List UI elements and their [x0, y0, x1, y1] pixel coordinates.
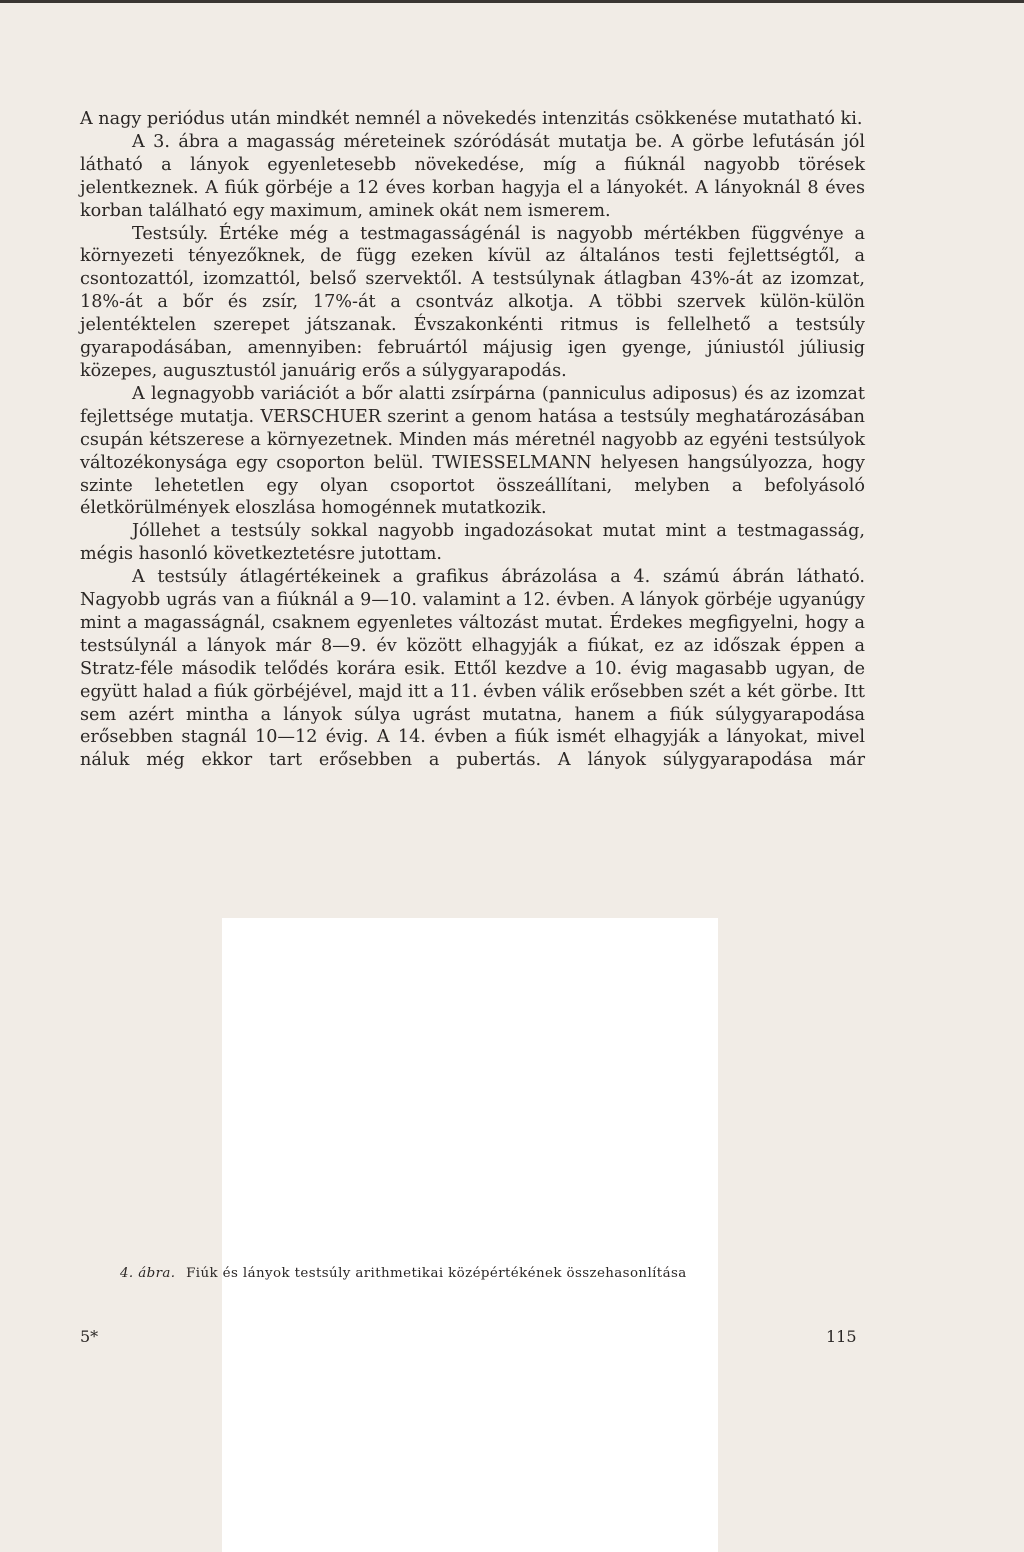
figure-caption-text: Fiúk és lányok testsúly arithmetikai középértékének összehasonlítása: [186, 1266, 687, 1281]
printer-signature: 5*: [80, 1327, 99, 1346]
figure-placeholder: [222, 918, 718, 1552]
body-text: [80, 108, 865, 772]
paragraph-4: A legnagyobb variációt a bőr alatti zsírpárna (panniculus adiposus) és az izomzat fejlettsége mutatja. VERSCHUER szerint a genom hatása a testsúly meghatározásában csupán kétszerese a környezetnek. Minden más méretnél nagyobb az egyéni testsúlyok változékonysága egy csoporton belül. TWIESSELMANN helyesen hangsúlyozza, hogy szinte lehetetlen egy olyan csoportot összeállítani, melyben a befolyásoló életkörülmények eloszlása homogénnek mutatkozik.: [80, 383, 865, 519]
figure-caption: [120, 1266, 820, 1281]
paragraph-1: A nagy periódus után mindkét nemnél a növekedés intenzitás csökkenése mutatható ki.: [80, 109, 863, 129]
figure-label: 4. ábra.: [120, 1266, 176, 1281]
paragraph-2: A 3. ábra a magasság méreteinek szóródását mutatja be. A görbe lefutásán jól látható a lányok egyenletesebb növekedése, míg a fiúknál nagyobb törések jelentkeznek. A fiúk görbéje a 12 éves korban hagyja el a lányokét. A lányoknál 8 éves korban található egy maximum, aminek okát nem ismerem.: [80, 131, 865, 221]
paragraph-6: A testsúly átlagértékeinek a grafikus ábrázolása a 4. számú ábrán látható. Nagyobb ugrás van a fiúknál a 9—10. valamint a 12. évben. A lányok görbéje ugyanúgy mint a magasságnál, csaknem egyenletes változást mutat. Érdekes megfigyelni, hogy a testsúlynál a lányok már 8—9. év között elhagyják a fiúkat, ez az időszak éppen a Stratz-féle második telődés korára esik. Ettől kezdve a 10. évig magasabb ugyan, de együtt halad a fiúk görbéjével, majd itt a 11. évben válik erősebben szét a két görbe. Itt sem azért mintha a lányok súlya ugrást mutatna, hanem a fiúk súlygyarapodása erősebben stagnál 10—12 évig. A 14. évben a fiúk ismét elhagyják a lányokat, mivel náluk még ekkor tart erősebben a pubertás. A lányok súlygyarapodása már: [80, 567, 865, 771]
paragraph-3-testsuly: Testsúly. Értéke még a testmagasságénál is nagyobb mértékben függvénye a környezeti tényezőknek, de függ ezeken kívül az általános testi fejlettségtől, a csontozattól, izomzattól, belső szervektől. A testsúlynak átlagban 43%-át az izomzat, 18%-át a bőr és zsír, 17%-át a csontváz alkotja. A többi szervek külön-külön jelentéktelen szerepet játszanak. Évszakonkénti ritmus is fellelhető a testsúly gyarapodásában, amennyiben: februártól májusig igen gyenge, júniustól júliusig közepes, augusztustól januárig erős a súlygyarapodás.: [80, 223, 865, 381]
paragraph-5: Jóllehet a testsúly sokkal nagyobb ingadozásokat mutat mint a testmagasság, mégis hasonló következtetésre jutottam.: [80, 521, 865, 565]
page-number: 115: [826, 1327, 857, 1346]
top-border-rule: [0, 0, 1024, 3]
